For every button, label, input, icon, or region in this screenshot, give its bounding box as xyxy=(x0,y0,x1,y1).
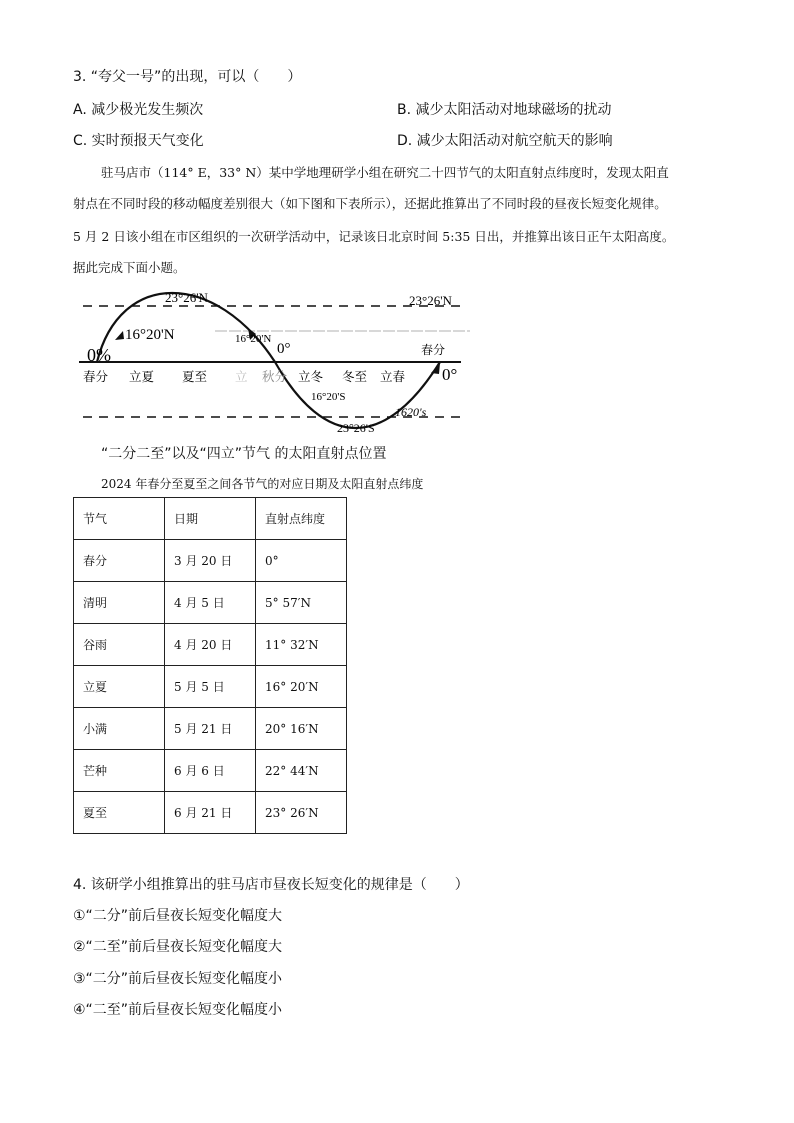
cell-term: 春分 xyxy=(74,540,165,582)
label-bottom: 23°26'S xyxy=(337,421,375,435)
question-3-option-b[interactable]: B. 减少太阳活动对地球磁场的扰动 xyxy=(397,102,612,118)
header-latitude: 直射点纬度 xyxy=(256,498,347,540)
label-s-mid: 16°20'S xyxy=(311,391,346,403)
term-liqiu: 立 xyxy=(235,370,248,384)
label-s-right: 1620's xyxy=(395,405,427,419)
term-lixia: 立夏 xyxy=(129,370,155,384)
cell-date: 4 月 20 日 xyxy=(165,624,256,666)
table-row xyxy=(74,792,347,834)
cell-latitude: 20° 16′N xyxy=(256,708,347,750)
passage-line-2: 射点在不同时段的移动幅度差别很大（如下图和下表所示），还据此推算出了不同时段的昼夜长短变化规律。 xyxy=(73,196,667,211)
declination-curve xyxy=(97,293,440,428)
cell-term: 小满 xyxy=(74,708,165,750)
cell-latitude: 23° 26′N xyxy=(256,792,347,834)
label-right-mid: 16°20'N xyxy=(235,333,272,345)
arrow-head-left xyxy=(115,331,124,340)
cell-term: 芒种 xyxy=(74,750,165,792)
label-zero-left: 0% xyxy=(87,345,111,365)
label-zero-right: 0° xyxy=(442,365,458,384)
question-4-option-3[interactable]: ③“二分”前后昼夜长短变化幅度小 xyxy=(73,971,283,987)
header-date: 日期 xyxy=(165,498,256,540)
arrow-head-right xyxy=(431,363,440,374)
term-lichun: 立春 xyxy=(380,370,406,384)
label-top-right: 23°26'N xyxy=(409,293,452,308)
cell-date: 4 月 5 日 xyxy=(165,582,256,624)
header-term: 节气 xyxy=(74,498,165,540)
question-4-option-4[interactable]: ④“二至”前后昼夜长短变化幅度小 xyxy=(73,1002,283,1018)
question-3-option-c[interactable]: C. 实时预报天气变化 xyxy=(73,133,204,149)
table-header-row xyxy=(74,498,347,540)
term-lidong: 立冬 xyxy=(298,370,324,384)
diagram-caption: “二分二至”以及“四立”节气 的太阳直射点位置 xyxy=(101,446,387,462)
cell-date: 6 月 21 日 xyxy=(165,792,256,834)
cell-date: 5 月 5 日 xyxy=(165,666,256,708)
question-3-option-a[interactable]: A. 减少极光发生频次 xyxy=(73,102,204,118)
table-row xyxy=(74,708,347,750)
cell-latitude: 22° 44′N xyxy=(256,750,347,792)
cell-latitude: 16° 20′N xyxy=(256,666,347,708)
question-4-option-1[interactable]: ①“二分”前后昼夜长短变化幅度大 xyxy=(73,908,283,924)
question-3-option-d[interactable]: D. 减少太阳活动对航空航天的影响 xyxy=(397,133,613,149)
cell-date: 3 月 20 日 xyxy=(165,540,256,582)
cell-term: 立夏 xyxy=(74,666,165,708)
table-row xyxy=(74,582,347,624)
cell-latitude: 11° 32′N xyxy=(256,624,347,666)
table-row xyxy=(74,540,347,582)
cell-term: 清明 xyxy=(74,582,165,624)
cell-date: 5 月 21 日 xyxy=(165,708,256,750)
term-qiufen: 秋分 xyxy=(262,370,288,384)
cell-latitude: 0° xyxy=(256,540,347,582)
label-zero-mid: 0° xyxy=(277,341,291,357)
cell-date: 6 月 6 日 xyxy=(165,750,256,792)
table-row xyxy=(74,666,347,708)
passage-line-1: 驻马店市（114° E，33° N）某中学地理研学小组在研究二十四节气的太阳直射点纬度时，发现太阳直 xyxy=(101,165,669,180)
cell-term: 谷雨 xyxy=(74,624,165,666)
term-xiazhi: 夏至 xyxy=(182,370,208,384)
table-row xyxy=(74,624,347,666)
passage-line-3: 5 月 2 日该小组在市区组织的一次研学活动中，记录该日北京时间 5:35 日出，并推算出该日正午太阳高度。 xyxy=(73,229,675,244)
question-4-option-2[interactable]: ②“二至”前后昼夜长短变化幅度大 xyxy=(73,939,283,955)
cell-latitude: 5° 57′N xyxy=(256,582,347,624)
solar-terms-table xyxy=(73,497,347,834)
cell-term: 夏至 xyxy=(74,792,165,834)
question-4-stem: 4. 该研学小组推算出的驻马店市昼夜长短变化的规律是（ ） xyxy=(73,877,469,893)
solar-declination-diagram xyxy=(75,285,470,435)
label-top-peak: 23°26'N xyxy=(165,290,208,305)
table-row xyxy=(74,750,347,792)
question-3-stem: 3. “夸父一号”的出现，可以（ ） xyxy=(73,69,302,85)
table-caption: 2024 年春分至夏至之间各节气的对应日期及太阳直射点纬度 xyxy=(101,477,424,491)
label-chunfen-right: 春分 xyxy=(421,343,446,357)
term-chunfen: 春分 xyxy=(83,370,109,384)
label-left-mid: 16°20'N xyxy=(125,327,175,343)
term-dongzhi: 冬至 xyxy=(342,370,368,384)
passage-line-4: 据此完成下面小题。 xyxy=(73,260,186,275)
